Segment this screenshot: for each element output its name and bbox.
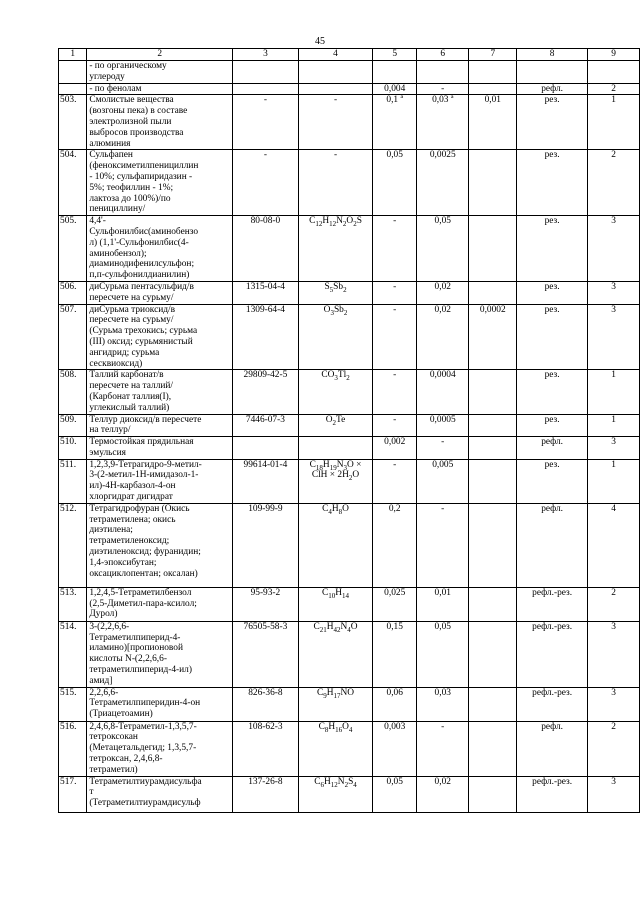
chemical-formula: $C_{18}H_{19}N_3O$ × ClH × $2H_2O$: [298, 459, 373, 503]
table-row: [59, 459, 640, 503]
column-8-value: рез.: [517, 370, 588, 414]
column-7-value: [469, 414, 517, 437]
column-5-value: -: [373, 304, 417, 370]
row-number: 505.: [59, 216, 87, 282]
column-5-value: -: [373, 216, 417, 282]
column-8-value: рез.: [517, 95, 588, 150]
column-9-value: 3: [588, 776, 640, 812]
chemical-formula: $C_{10}H_{14}$: [298, 587, 373, 621]
row-number: 507.: [59, 304, 87, 370]
column-7-value: [469, 370, 517, 414]
column-9-value: 2: [588, 721, 640, 776]
column-9-value: [588, 61, 640, 84]
substance-name: Сульфапен (феноксиметилпенициллин - 10%; сульфапиридазин - 5%; теофиллин - 1%; лактоза до 100%)/по пенициллину/: [87, 150, 233, 216]
column-9-value: 4: [588, 503, 640, 587]
table-row: [59, 621, 640, 687]
column-6-value: 0,01: [417, 587, 469, 621]
chemical-formula: $C_{21}H_{42}N_4O$: [298, 621, 373, 687]
column-8-value: рез.: [517, 414, 588, 437]
chemical-formula: $CO_3Tl_2$: [298, 370, 373, 414]
row-number: 509.: [59, 414, 87, 437]
table-row: [59, 437, 640, 460]
column-8-value: рефл.-рез.: [517, 776, 588, 812]
column-5-value: -: [373, 459, 417, 503]
column-8-value: рез.: [517, 281, 588, 304]
substance-name: 2,2,6,6- Тетраметилпиперидин-4-он (Триацетоамин): [87, 687, 233, 721]
table-row: [59, 83, 640, 95]
cas-number: [233, 83, 298, 95]
column-8-value: рефл.: [517, 503, 588, 587]
column-6-value: -: [417, 83, 469, 95]
column-5-value: 0,025: [373, 587, 417, 621]
chemical-formula: -: [298, 95, 373, 150]
cas-number: 29809-42-5: [233, 370, 298, 414]
header-cell: 4: [298, 49, 373, 61]
chemical-formula: $S_5Sb_2$: [298, 281, 373, 304]
column-6-value: -: [417, 503, 469, 587]
row-number: 511.: [59, 459, 87, 503]
chemical-formula: $O_2Te$: [298, 414, 373, 437]
column-8-value: рефл.: [517, 721, 588, 776]
column-6-value: 0,02: [417, 776, 469, 812]
column-6-value: 0,02: [417, 281, 469, 304]
column-5-value: -: [373, 414, 417, 437]
column-6-value: -: [417, 721, 469, 776]
cas-number: 76505-58-3: [233, 621, 298, 687]
header-cell: 7: [469, 49, 517, 61]
cas-number: 1315-04-4: [233, 281, 298, 304]
column-5-value: 0,05: [373, 150, 417, 216]
header-cell: 5: [373, 49, 417, 61]
column-5-value: -: [373, 281, 417, 304]
column-7-value: [469, 621, 517, 687]
column-8-value: [517, 61, 588, 84]
column-5-value: 0,2: [373, 503, 417, 587]
column-9-value: 1: [588, 370, 640, 414]
column-9-value: 2: [588, 83, 640, 95]
header-cell: 6: [417, 49, 469, 61]
column-6-value: 0,02: [417, 304, 469, 370]
column-8-value: рез.: [517, 459, 588, 503]
cas-number: 99614-01-4: [233, 459, 298, 503]
table-row: [59, 503, 640, 587]
column-7-value: [469, 216, 517, 282]
substance-name: 1,2,3,9-Тетрагидро-9-метил- 3-(2-метил-1Н-имидазол-1- ил)-4Н-карбазол-4-он хлоргидрат дигидрат: [87, 459, 233, 503]
row-number: 503.: [59, 95, 87, 150]
column-7-value: [469, 281, 517, 304]
column-8-value: рез.: [517, 304, 588, 370]
cas-number: 95-93-2: [233, 587, 298, 621]
column-8-value: рефл.: [517, 437, 588, 460]
column-6-value: 0,05: [417, 216, 469, 282]
substances-table: [58, 48, 640, 813]
table-row: [59, 587, 640, 621]
header-cell: 8: [517, 49, 588, 61]
chemical-formula: $C_{12}H_{12}N_2O_2S$: [298, 216, 373, 282]
column-6-value: [417, 61, 469, 84]
row-number: 510.: [59, 437, 87, 460]
cas-number: 1309-64-4: [233, 304, 298, 370]
cas-number: [233, 61, 298, 84]
substance-name: 3-(2,2,6,6- Тетраметилпиперид-4- иламино)[пропионовой кислоты N-(2,2,6,6- тетраметилпиперид-4-ил) амид]: [87, 621, 233, 687]
column-9-value: 2: [588, 587, 640, 621]
table-row: [59, 95, 640, 150]
column-5-value: 0,004: [373, 83, 417, 95]
column-6-value: 0,05: [417, 621, 469, 687]
row-number: 504.: [59, 150, 87, 216]
row-number: 514.: [59, 621, 87, 687]
column-9-value: 2: [588, 150, 640, 216]
column-5-value: 0,15: [373, 621, 417, 687]
page-number: 45: [315, 36, 325, 47]
column-8-value: рефл.-рез.: [517, 687, 588, 721]
cas-number: -: [233, 150, 298, 216]
substance-name: Теллур диоксид/в пересчете на теллур/: [87, 414, 233, 437]
column-5-value: [373, 61, 417, 84]
column-8-value: рефл.: [517, 83, 588, 95]
table-row: [59, 150, 640, 216]
column-5-value: 0,003: [373, 721, 417, 776]
column-8-value: рефл.-рез.: [517, 621, 588, 687]
chemical-formula: [298, 437, 373, 460]
table-row: [59, 370, 640, 414]
column-7-value: [469, 687, 517, 721]
table-row: [59, 304, 640, 370]
table-row: [59, 281, 640, 304]
column-6-value: 0,03: [417, 687, 469, 721]
column-5-value: 0,05: [373, 776, 417, 812]
column-9-value: 3: [588, 621, 640, 687]
column-9-value: 3: [588, 281, 640, 304]
chemical-formula: $C_6H_{12}N_2S_4$: [298, 776, 373, 812]
column-8-value: рез.: [517, 216, 588, 282]
substance-name: - по органическому углероду: [87, 61, 233, 84]
column-7-value: [469, 83, 517, 95]
row-number: [59, 83, 87, 95]
chemical-formula: [298, 61, 373, 84]
column-7-value: 0,01: [469, 95, 517, 150]
column-7-value: [469, 776, 517, 812]
substance-name: Смолистые вещества (возгоны пека) в составе электролизной пыли выбросов производства алюминия: [87, 95, 233, 150]
substance-name: 1,2,4,5-Тетраметилбензол (2,5-Диметил-пара-ксилол; Дурол): [87, 587, 233, 621]
cas-number: 826-36-8: [233, 687, 298, 721]
column-6-value: 0,005: [417, 459, 469, 503]
substance-name: Термостойкая прядильная эмульсия: [87, 437, 233, 460]
column-5-value: 0,06: [373, 687, 417, 721]
substance-name: диСурьма пентасульфид/в пересчете на сурьму/: [87, 281, 233, 304]
table-row: [59, 61, 640, 84]
row-number: [59, 61, 87, 84]
chemical-formula: -: [298, 150, 373, 216]
column-9-value: 3: [588, 687, 640, 721]
column-8-value: рез.: [517, 150, 588, 216]
column-9-value: 1: [588, 414, 640, 437]
table-row: [59, 216, 640, 282]
column-6-value: 0,03 ª: [417, 95, 469, 150]
substance-name: 2,4,6,8-Тетраметил-1,3,5,7- тетроксокан (Метацетальдегид; 1,3,5,7- тетроксан, 2,4,6,8- тетраметил): [87, 721, 233, 776]
column-7-value: [469, 503, 517, 587]
cas-number: 80-08-0: [233, 216, 298, 282]
row-number: 513.: [59, 587, 87, 621]
row-number: 512.: [59, 503, 87, 587]
cas-number: -: [233, 95, 298, 150]
substance-name: 4,4'- Сульфонилбис(аминобензо л) (1,1'-Сульфонилбис(4- аминобензол); диаминодифенилсульфон; п,п-сульфонилдианилин): [87, 216, 233, 282]
chemical-formula: [298, 83, 373, 95]
table-row: [59, 721, 640, 776]
substance-name: Тетрагидрофуран (Окись тетраметилена; окись диэтилена; тетраметиленоксид; диэтиленоксид; фуранидин; 1,4-эпоксибутан; оксациклопентан; оксалан): [87, 503, 233, 587]
substance-name: Таллий карбонат/в пересчете на таллий/ (Карбонат таллия(I), углекислый таллий): [87, 370, 233, 414]
column-6-value: 0,0005: [417, 414, 469, 437]
column-9-value: 1: [588, 95, 640, 150]
header-cell: 9: [588, 49, 640, 61]
header-cell: 3: [233, 49, 298, 61]
column-7-value: [469, 150, 517, 216]
column-7-value: [469, 721, 517, 776]
substance-name: диСурьма триоксид/в пересчете на сурьму/ (Сурьма трехокись; сурьма (III) оксид; сурьмянистый ангидрид; сурьма сесквиоксид): [87, 304, 233, 370]
substance-name: Тетраметилтиурамдисульфа т (Тетраметилтиурамдисульф: [87, 776, 233, 812]
column-9-value: 1: [588, 459, 640, 503]
column-7-value: 0,0002: [469, 304, 517, 370]
chemical-formula: $C_4H_8O$: [298, 503, 373, 587]
substance-name: - по фенолам: [87, 83, 233, 95]
table-row: [59, 776, 640, 812]
header-row: [59, 49, 640, 61]
row-number: 515.: [59, 687, 87, 721]
table-row: [59, 687, 640, 721]
chemical-formula: $C_8H_{16}O_4$: [298, 721, 373, 776]
header-cell: 1: [59, 49, 87, 61]
column-5-value: 0,002: [373, 437, 417, 460]
cas-number: [233, 437, 298, 460]
column-6-value: -: [417, 437, 469, 460]
cas-number: 137-26-8: [233, 776, 298, 812]
column-7-value: [469, 587, 517, 621]
column-6-value: 0,0025: [417, 150, 469, 216]
column-9-value: 3: [588, 304, 640, 370]
cas-number: 7446-07-3: [233, 414, 298, 437]
column-5-value: 0,1 ª: [373, 95, 417, 150]
row-number: 506.: [59, 281, 87, 304]
column-8-value: рефл.-рез.: [517, 587, 588, 621]
row-number: 516.: [59, 721, 87, 776]
header-cell: 2: [87, 49, 233, 61]
chemical-formula: $O_3Sb_2$: [298, 304, 373, 370]
cas-number: 109-99-9: [233, 503, 298, 587]
chemical-formula: $C_9H_{17}NO$: [298, 687, 373, 721]
column-9-value: 3: [588, 437, 640, 460]
column-6-value: 0,0004: [417, 370, 469, 414]
column-7-value: [469, 459, 517, 503]
table-row: [59, 414, 640, 437]
column-7-value: [469, 61, 517, 84]
row-number: 508.: [59, 370, 87, 414]
cas-number: 108-62-3: [233, 721, 298, 776]
column-7-value: [469, 437, 517, 460]
row-number: 517.: [59, 776, 87, 812]
column-9-value: 3: [588, 216, 640, 282]
column-5-value: -: [373, 370, 417, 414]
